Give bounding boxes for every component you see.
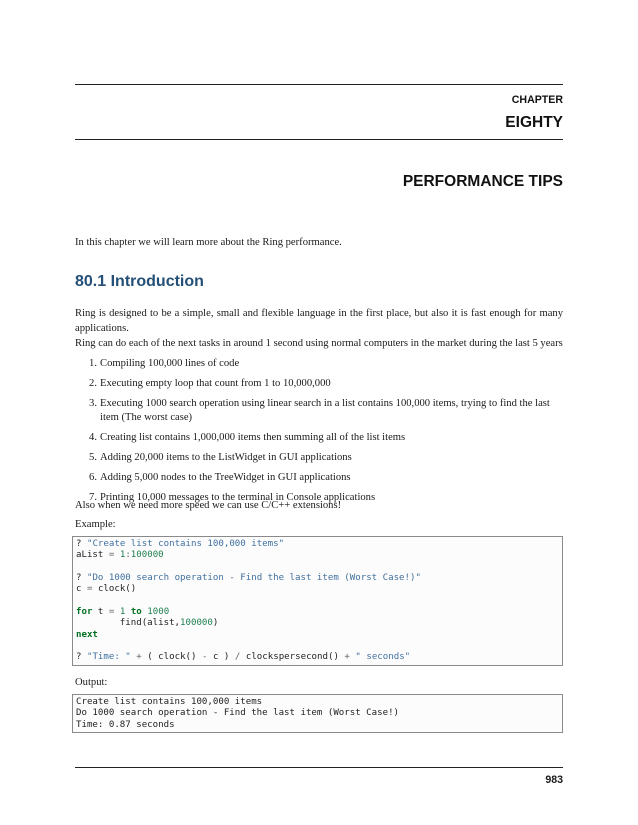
list-number: 5.: [89, 452, 97, 463]
code-token: clock(): [97, 584, 137, 595]
intro-paragraph: In this chapter we will learn more about the Ring performance.: [75, 237, 342, 248]
code-token: c: [76, 584, 82, 595]
list-text: Printing 10,000 messages to the terminal in Console applications: [100, 492, 376, 503]
list-text: Compiling 100,000 lines of code: [100, 358, 240, 369]
code-token: "Time: ": [86, 652, 131, 663]
code-token: +: [136, 652, 142, 663]
chapter-number: EIGHTY: [505, 114, 563, 131]
list-number: 1.: [89, 358, 97, 369]
list-text: Executing 1000 search operation using linear search in a list contains 100,000 items, trying to find the last item (The worst case): [100, 398, 550, 423]
chapter-title: PERFORMANCE TIPS: [402, 173, 563, 190]
code-line: [73, 539, 562, 550]
list-number: 4.: [89, 432, 97, 443]
code-line: [73, 630, 562, 641]
code-line: [73, 652, 562, 663]
code-line: [73, 641, 562, 652]
code-token: 1000: [147, 607, 170, 618]
top-rule: [75, 84, 563, 85]
code-line: [73, 618, 562, 629]
code-token: ( clock(): [147, 652, 197, 663]
code-token: 1: [119, 607, 126, 618]
chapter-label: CHAPTER: [511, 94, 563, 106]
code-line: [73, 562, 562, 573]
list-number: 2.: [89, 378, 97, 389]
code-token: ?: [76, 573, 82, 584]
list-item: [75, 397, 563, 425]
list-item: [75, 471, 563, 485]
output-label: Output:: [75, 677, 108, 688]
chapter-rule: [75, 139, 563, 140]
code-token: 1: [119, 550, 126, 561]
output-line: Time: 0.87 seconds: [76, 719, 175, 730]
list-number: 6.: [89, 472, 97, 483]
code-token: c ): [212, 652, 230, 663]
output-line: Do 1000 search operation - Find the last item (Worst Case!): [76, 708, 400, 719]
list-item: [75, 431, 563, 445]
code-token: next: [76, 629, 98, 640]
list-item: [75, 357, 563, 371]
task-list: [75, 357, 563, 511]
list-text: Creating list contains 1,000,000 items then summing all of the list items: [100, 432, 406, 443]
section-number: 80.1: [75, 273, 107, 290]
output-line: Create list contains 100,000 items: [76, 697, 263, 707]
list-number: 7.: [89, 492, 97, 503]
footer-rule: [75, 767, 563, 768]
code-line: [73, 607, 562, 618]
list-text: Adding 5,000 nodes to the TreeWidget in GUI applications: [100, 472, 351, 483]
code-token: +: [344, 652, 350, 663]
code-token: -: [202, 652, 208, 663]
section-title: Introduction: [110, 273, 204, 290]
code-token: for: [76, 607, 93, 618]
paragraph-2: Ring can do each of the next tasks in around 1 second using normal computers in the market during the last 5 years: [75, 338, 563, 349]
code-token: to: [130, 607, 142, 618]
code-line: [73, 550, 562, 561]
code-token: "Create list contains 100,000 items": [86, 539, 285, 549]
code-token: ): [212, 618, 219, 629]
code-token: find(alist,: [76, 618, 181, 629]
list-item: [75, 377, 563, 391]
code-token: ?: [76, 652, 82, 663]
code-output-block: [72, 694, 563, 733]
code-line: [73, 584, 562, 595]
code-token: "Do 1000 search operation - Find the last item (Worst Case!)": [86, 573, 421, 584]
code-token: " seconds": [355, 652, 411, 663]
paragraph-1: Ring is designed to be a simple, small and flexible language in the first place, but also it is fast enough for many applications.: [75, 308, 563, 334]
section-heading: [75, 273, 204, 291]
example-label: Example:: [75, 519, 116, 530]
list-text: Adding 20,000 items to the ListWidget in GUI applications: [100, 452, 352, 463]
code-token: :: [125, 550, 131, 561]
code-example-block: [72, 536, 563, 666]
list-item: [75, 451, 563, 465]
paragraph-3: Also when we need more speed we can use C/C++ extensions!: [75, 500, 342, 511]
list-text: Executing empty loop that count from 1 to 10,000,000: [100, 378, 331, 389]
list-number: 3.: [89, 398, 97, 409]
code-token: clockspersecond(): [245, 652, 339, 663]
code-line: [73, 596, 562, 607]
code-token: =: [86, 584, 93, 595]
code-line: [73, 573, 562, 584]
code-token: =: [108, 607, 115, 618]
code-token: =: [108, 550, 115, 561]
code-token: 100000: [180, 618, 213, 629]
code-token: /: [234, 652, 241, 663]
page-number: 983: [545, 774, 563, 786]
code-token: ?: [76, 539, 82, 549]
code-token: 100000: [130, 550, 164, 561]
code-token: t: [97, 607, 104, 618]
code-token: aList: [76, 550, 104, 561]
